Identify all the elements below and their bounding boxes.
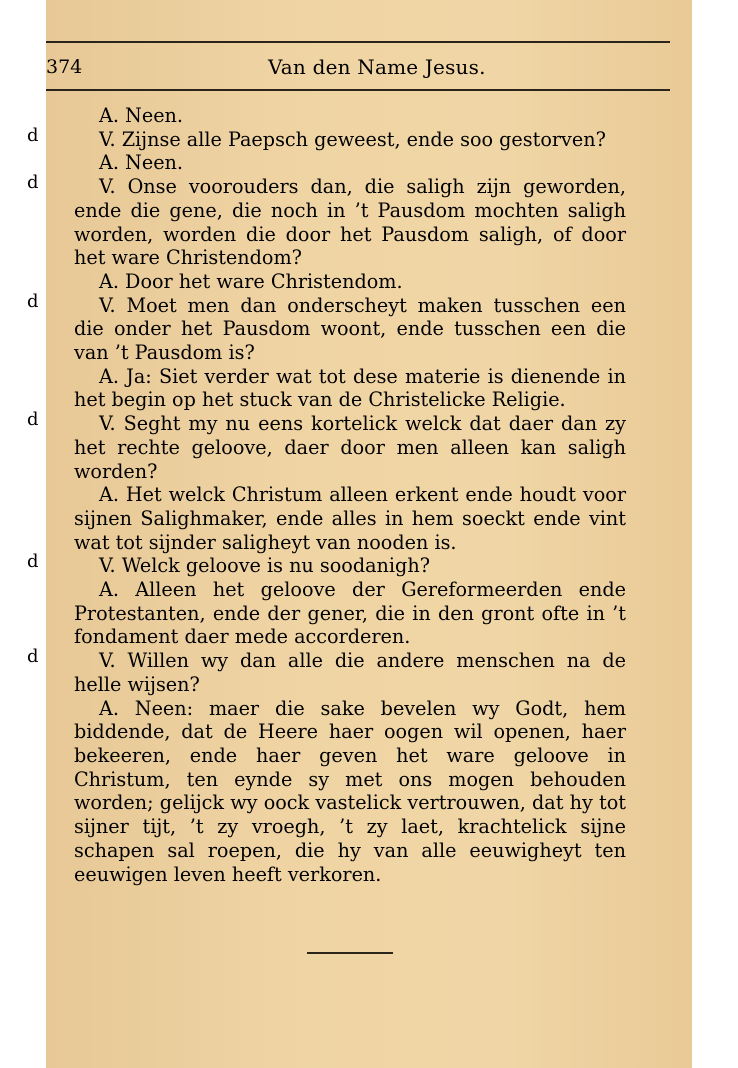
margin-marker: d <box>27 172 39 194</box>
paragraph-text: V. Moet men dan onderscheyt maken tusschen een die onder het Pausdom woont, ende tusschen een die van ’t Pausdom is? <box>74 293 626 365</box>
paragraph-3 <box>74 151 626 175</box>
page-header <box>46 54 670 80</box>
paragraph-text: A. Alleen het geloove der Gereformeerden ende Protestanten, ende der gener, die in den gront ofte in ’t fondament daer mede accorderen. <box>74 578 626 649</box>
header-top-rule <box>46 41 670 43</box>
body-text <box>27 104 626 886</box>
paragraph-12 <box>27 646 626 696</box>
paragraph-2 <box>27 124 626 152</box>
paragraph-13 <box>74 697 626 887</box>
margin-marker: d <box>27 646 39 668</box>
paragraph-1 <box>74 104 626 128</box>
paragraph-9 <box>74 483 626 554</box>
paragraph-8 <box>27 409 626 483</box>
margin-marker: d <box>27 124 39 146</box>
paragraph-text: A. Neen. <box>99 151 184 175</box>
paragraph-text: A. Door het ware Christendom. <box>99 269 403 293</box>
margin-marker: d <box>27 551 39 573</box>
page-number: 374 <box>46 56 83 78</box>
margin-marker: d <box>27 409 39 431</box>
paragraph-text: A. Het welck Christum alleen erkent ende houdt voor sijnen Salighmaker, ende alles in hem soeckt ende vint wat tot sijnder saligheyt van nooden is. <box>74 483 626 554</box>
running-head: Van den Name Jesus. <box>268 55 486 79</box>
paragraph-text: V. Zijnse alle Paepsch geweest, ende soo gestorven? <box>99 127 606 151</box>
paragraph-5 <box>74 270 626 294</box>
paragraph-text: A. Neen. <box>99 104 184 127</box>
paragraph-text: V. Onse voorouders dan, die saligh zijn geworden, ende die gene, die noch in ’t Pausdom mochten saligh worden, worden die door het Pausdom saligh, of door het ware Christendom? <box>74 175 626 270</box>
paragraph-10 <box>27 551 626 578</box>
paragraph-text: V. Welck geloove is nu soodanigh? <box>99 554 430 578</box>
paragraph-text: V. Willen wy dan alle die andere menschen na de helle wijsen? <box>74 649 626 696</box>
paragraph-text: A. Ja: Siet verder wat tot dese materie is dienende in het begin op het stuck van de Christelicke Religie. <box>74 364 626 412</box>
paragraph-11 <box>74 578 626 649</box>
paragraph-4 <box>27 172 626 270</box>
paragraph-text: V. Seght my nu eens kortelick welck dat daer dan zy het rechte geloove, daer door men alleen kan saligh worden? <box>74 412 626 483</box>
paragraph-text: A. Neen: maer die sake bevelen wy Godt, hem biddende, dat de Heere haer oogen wil openen, haer bekeeren, ende haer geven het ware geloove in Christum, ten eynde sy met ons mogen behouden worden; gelijck wy oock vastelick vertrouwen, dat hy tot sijner tijt, ’t zy vroegh, ’t zy laet, krachtelick sijne schapen sal roepen, die hy van alle eeuwigheyt ten eeuwigen leven heeft verkoren. <box>74 696 626 886</box>
paragraph-7 <box>74 365 626 412</box>
end-rule <box>307 952 393 954</box>
header-bottom-rule <box>46 89 670 91</box>
margin-marker: d <box>27 290 39 312</box>
paragraph-6 <box>27 290 626 365</box>
